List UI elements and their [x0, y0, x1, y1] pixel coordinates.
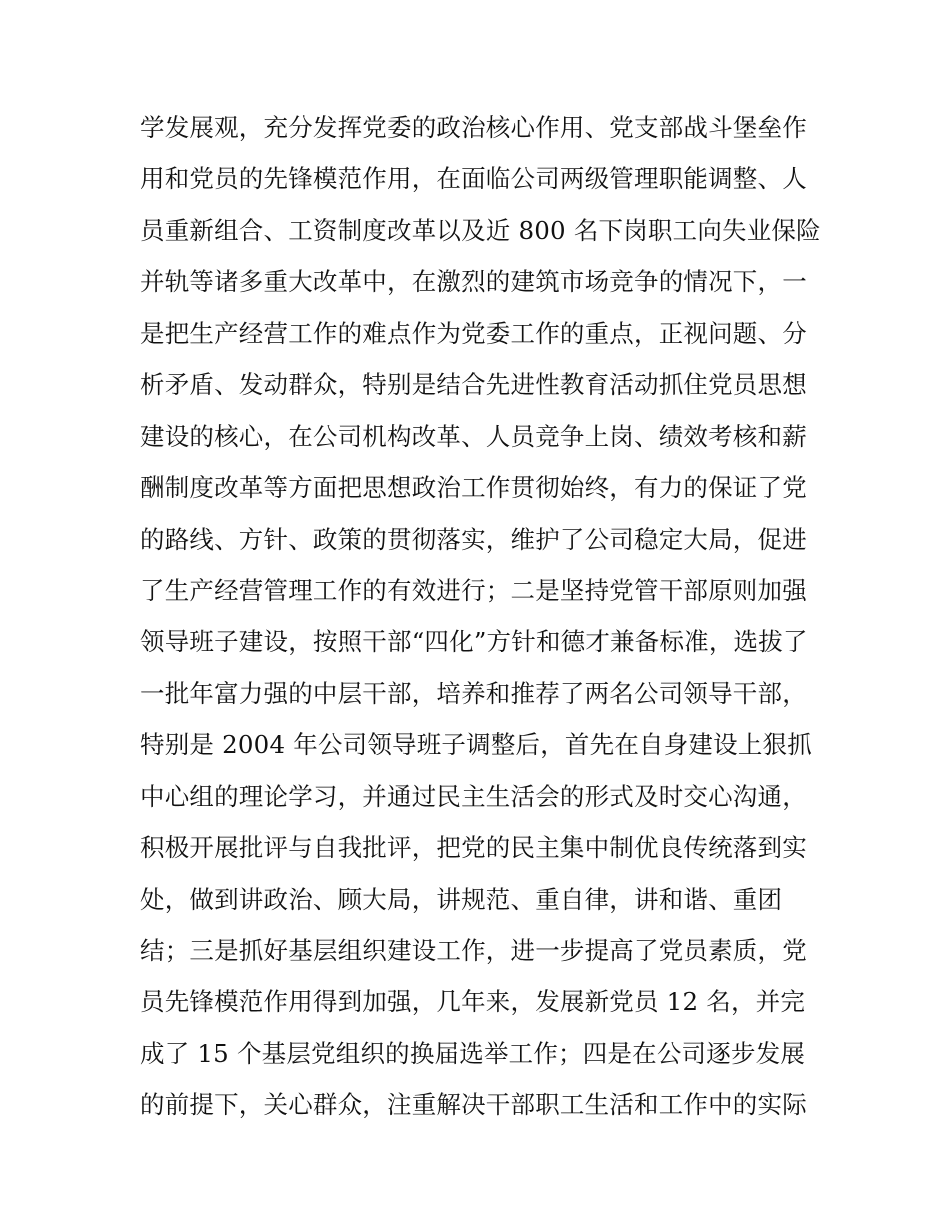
text-line: 学发展观，充分发挥党委的政治核心作用、党支部战斗堡垒作: [140, 113, 807, 142]
text-line: 酬制度改革等方面把思想政治工作贯彻始终，有力的保证了党: [140, 473, 807, 503]
text-line: 建设的核心，在公司机构改革、人员竞争上岗、绩效考核和薪: [140, 421, 807, 451]
text-line: 处，做到讲政治、顾大局，讲规范、重自律，讲和谐、重团: [140, 884, 783, 914]
text-line: 一批年富力强的中层干部，培养和推荐了两名公司领导干部，: [140, 678, 807, 708]
text-line: 结；三是抓好基层组织建设工作，进一步提高了党员素质，党: [140, 936, 807, 965]
body-paragraph: [140, 102, 820, 1131]
text-line: 积极开展批评与自我批评，把党的民主集中制优良传统落到实: [140, 833, 807, 863]
text-line: 中心组的理论学习，并通过民主生活会的形式及时交心沟通，: [140, 781, 807, 811]
text-line: 领导班子建设，按照干部“四化”方针和德才兼备标准，选拔了: [140, 627, 808, 657]
text-line: 员重新组合、工资制度改革以及近 800 名下岗职工向失业保险: [140, 215, 821, 245]
text-line: 了生产经营管理工作的有效进行；二是坚持党管干部原则加强: [140, 575, 807, 605]
text-line: 员先锋模范作用得到加强，几年来，发展新党员 12 名，并完: [140, 987, 806, 1017]
text-line: 的路线、方针、政策的贯彻落实，维护了公司稳定大局，促进: [140, 524, 807, 554]
text-line: 析矛盾、发动群众，特别是结合先进性教育活动抓住党员思想: [140, 370, 807, 400]
text-line: 并轨等诸多重大改革中，在激烈的建筑市场竞争的情况下，一: [140, 267, 807, 297]
text-line: 是把生产经营工作的难点作为党委工作的重点，正视问题、分: [140, 318, 807, 348]
text-line: 特别是 2004 年公司领导班子调整后，首先在自身建设上狠抓: [140, 730, 812, 760]
text-line: 成了 15 个基层党组织的换届选举工作；四是在公司逐步发展: [140, 1038, 806, 1068]
text-line: 的前提下，关心群众，注重解决干部职工生活和工作中的实际: [140, 1090, 807, 1120]
text-line: 用和党员的先锋模范作用，在面临公司两级管理职能调整、人: [140, 164, 807, 194]
